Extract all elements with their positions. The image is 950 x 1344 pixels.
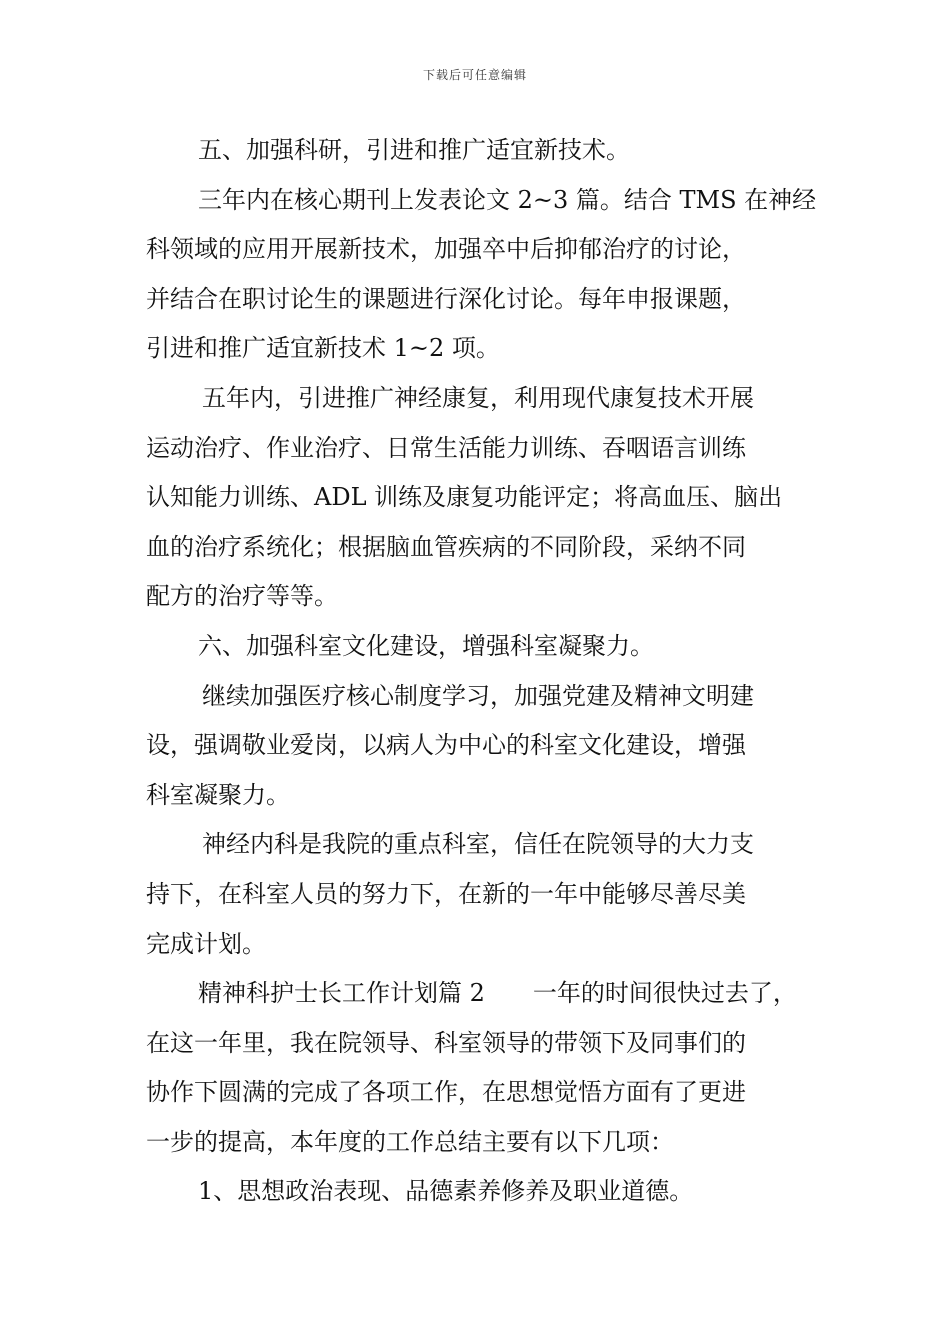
paragraph-line: 神经内科是我院的重点科室，信任在院领导的大力支 [202, 830, 754, 859]
paragraph-line: 完成计划。 [146, 929, 266, 958]
section-heading-culture: 六、加强科室文化建设，增强科室凝聚力。 [198, 631, 654, 660]
numbered-heading: 1、思想政治表现、品德素养修养及职业道德。 [198, 1177, 694, 1206]
document-body [146, 126, 817, 1217]
paragraph-line: 五年内，引进推广神经康复，利用现代康复技术开展 [202, 383, 754, 412]
paragraph-line: 引进和推广适宜新技术 1~2 项。 [146, 334, 500, 363]
paragraph-line: 三年内在核心期刊上发表论文 2~3 篇。结合 TMS 在神经 [198, 185, 817, 214]
paragraph-line: 配方的治疗等等。 [146, 582, 338, 611]
section-heading-research: 五、加强科研，引进和推广适宜新技术。 [198, 136, 630, 164]
paragraph-line: 血的治疗系统化；根据脑血管疾病的不同阶段，采纳不同 [146, 532, 746, 561]
paragraph-line: 一步的提高，本年度的工作总结主要有以下几项： [146, 1127, 674, 1156]
paragraph-line: 在这一年里，我在院领导、科室领导的带领下及同事们的 [146, 1028, 746, 1057]
paragraph-line: 设，强调敬业爱岗，以病人为中心的科室文化建设，增强 [146, 731, 746, 760]
paragraph-line: 并结合在职讨论生的课题进行深化讨论。每年申报课题， [146, 284, 746, 313]
article-title-line: 精神科护士长工作计划篇 2 一年的时间很快过去了， [198, 979, 797, 1008]
paragraph-line: 运动治疗、作业治疗、日常生活能力训练、吞咽语言训练 [146, 433, 746, 462]
paragraph-line: 协作下圆满的完成了各项工作，在思想觉悟方面有了更进 [146, 1078, 746, 1107]
paragraph-line: 科领域的应用开展新技术，加强卒中后抑郁治疗的讨论， [146, 235, 746, 264]
paragraph-line: 持下，在科室人员的努力下，在新的一年中能够尽善尽美 [146, 879, 746, 908]
paragraph-line: 科室凝聚力。 [146, 780, 290, 809]
paragraph-line: 认知能力训练、ADL 训练及康复功能评定；将高血压、脑出 [146, 483, 783, 512]
paragraph-line: 继续加强医疗核心制度学习，加强党建及精神文明建 [202, 681, 754, 710]
page-header-note: 下载后可任意编辑 [422, 68, 527, 82]
